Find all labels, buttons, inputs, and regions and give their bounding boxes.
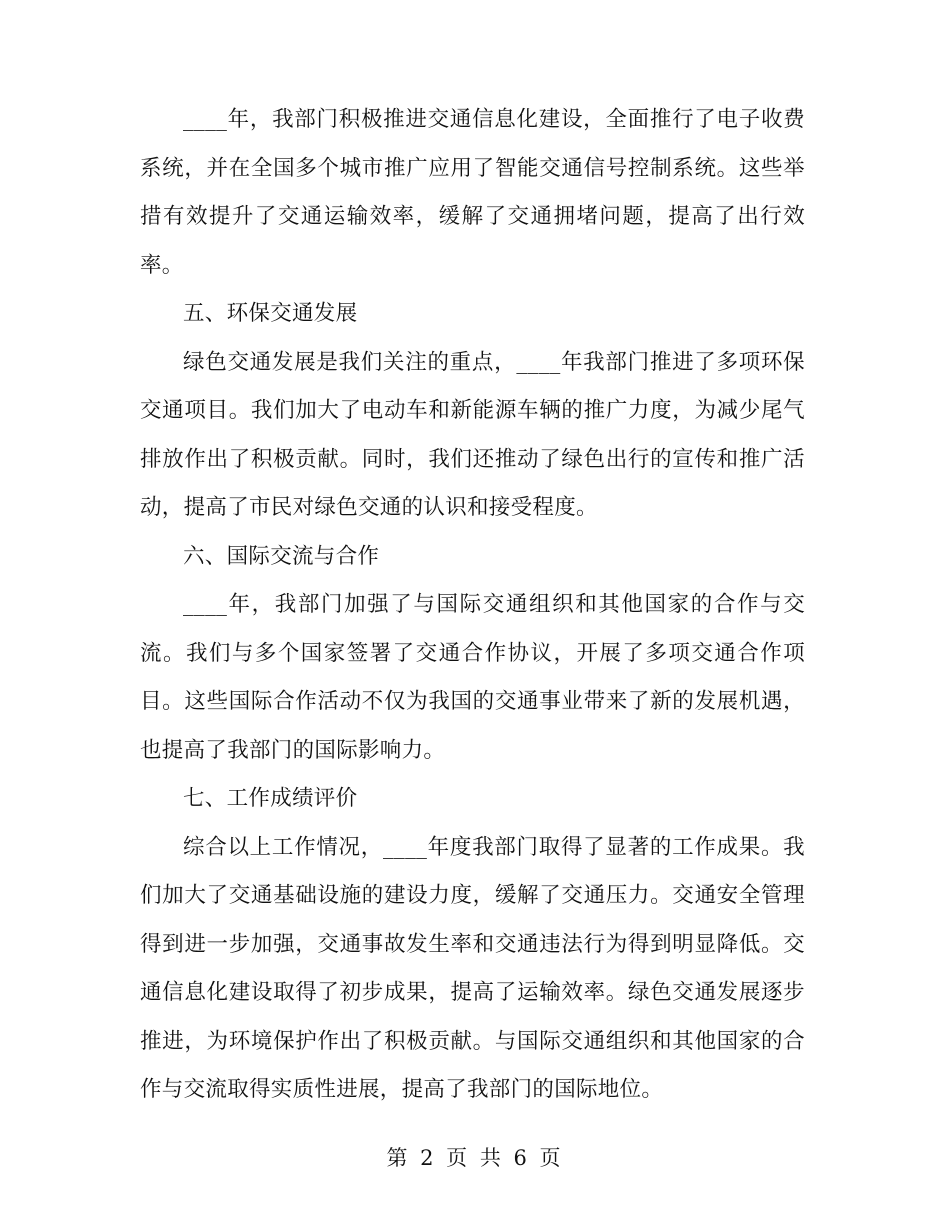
- section-heading-international: 六、国际交流与合作: [183, 543, 380, 569]
- paragraph-international: ____年，我部门加强了与国际交通组织和其他国家的合作与交流。我们与多个国家签署了交通合作协议，开展了多项交通合作项目。这些国际合作活动不仅为我国的交通事业带来了新的发展机遇，也提高了我部门的国际影响力。: [140, 592, 805, 763]
- section-heading-green-transport: 五、环保交通发展: [183, 301, 358, 326]
- section-heading-evaluation: 七、工作成绩评价: [183, 786, 358, 811]
- paragraph-informatization: ____年，我部门积极推进交通信息化建设，全面推行了电子收费系统，并在全国多个城市推广应用了智能交通信号控制系统。这些举措有效提升了交通运输效率，缓解了交通拥堵问题，提高了出行效率。: [140, 107, 805, 278]
- page-number-footer: 第 2 页 共 6 页: [386, 1146, 564, 1170]
- document-page: [140, 96, 805, 1115]
- paragraph-green-transport: 绿色交通发展是我们关注的重点，____年我部门推进了多项环保交通项目。我们加大了电动车和新能源车辆的推广力度，为减少尾气排放作出了积极贡献。同时，我们还推动了绿色出行的宣传和推广活动，提高了市民对绿色交通的认识和接受程度。: [140, 349, 805, 520]
- paragraph-evaluation: 综合以上工作情况，____年度我部门取得了显著的工作成果。我们加大了交通基础设施的建设力度，缓解了交通压力。交通安全管理得到进一步加强，交通事故发生率和交通违法行为得到明显降低。交通信息化建设取得了初步成果，提高了运输效率。绿色交通发展逐步推进，为环境保护作出了积极贡献。与国际交通组织和其他国家的合作与交流取得实质性进展，提高了我部门的国际地位。: [140, 834, 805, 1102]
